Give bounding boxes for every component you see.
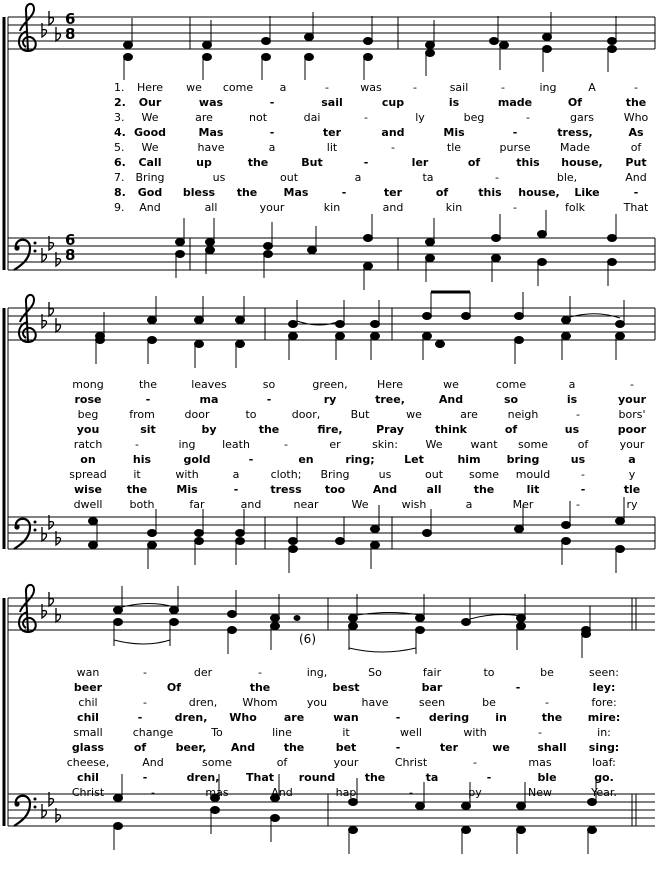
- lyric-syllable: beer,: [175, 741, 207, 754]
- lyric-syllable: New: [528, 786, 552, 799]
- lyric-syllable: ma: [199, 393, 219, 406]
- lyric-syllable: of: [577, 438, 589, 451]
- lyric-syllable: some: [518, 438, 548, 451]
- verse-number: 7.: [114, 171, 125, 184]
- lyric-syllable: -: [473, 756, 477, 769]
- lyric-syllable: a: [465, 498, 473, 511]
- lyric-syllable: That: [623, 201, 649, 214]
- lyric-syllable: Made: [560, 141, 590, 154]
- lyric-syllable: house,: [518, 186, 560, 199]
- lyric-syllable: your: [333, 756, 359, 769]
- lyric-syllable: shall: [537, 741, 567, 754]
- lyric-syllable: Of: [166, 681, 182, 694]
- lyric-syllable: ley:: [592, 681, 616, 694]
- lyric-syllable: dering: [428, 711, 470, 724]
- lyric-syllable: tle: [446, 141, 462, 154]
- lyric-syllable: in:: [597, 726, 611, 739]
- lyric-syllable: the: [625, 96, 647, 109]
- lyric-syllable: So: [368, 666, 382, 679]
- lyric-syllable: your: [618, 393, 646, 406]
- lyric-syllable: come: [495, 378, 527, 391]
- lyric-syllable: wan: [76, 666, 100, 679]
- lyric-syllable: leaves: [191, 378, 227, 391]
- lyric-syllable: are: [460, 408, 478, 421]
- lyric-syllable: a: [354, 171, 362, 184]
- lyric-syllable: ring;: [345, 453, 375, 466]
- lyric-syllable: ble,: [556, 171, 578, 184]
- lyric-syllable: -: [545, 696, 549, 709]
- lyric-syllable: Let: [404, 453, 424, 466]
- lyric-syllable: cloth;: [270, 468, 302, 481]
- lyric-syllable: out: [279, 171, 299, 184]
- lyric-syllable: That: [245, 771, 275, 784]
- lyric-syllable: ry: [626, 498, 638, 511]
- lyric-syllable: ing,: [306, 666, 328, 679]
- lyric-syllable: -: [143, 666, 147, 679]
- lyric-syllable: -: [576, 498, 580, 511]
- lyric-syllable: dren,: [186, 771, 220, 784]
- lyric-syllable: And: [142, 756, 164, 769]
- lyric-syllable: er: [329, 438, 341, 451]
- lyric-syllable: sit: [140, 423, 156, 436]
- time-signature-top: 6: [65, 10, 76, 28]
- lyric-syllable: gold: [183, 453, 211, 466]
- lyric-syllable: bless: [182, 186, 216, 199]
- lyric-syllable: -: [269, 96, 275, 109]
- lyric-syllable: to: [483, 666, 495, 679]
- lyric-syllable: -: [325, 81, 329, 94]
- lyric-syllable: -: [266, 393, 272, 406]
- lyric-syllable: the: [236, 186, 258, 199]
- lyric-syllable: up: [196, 156, 212, 169]
- lyric-syllable: mire:: [587, 711, 621, 724]
- lyric-syllable: with: [175, 468, 199, 481]
- lyric-syllable: To: [211, 726, 223, 739]
- lyric-syllable: -: [395, 711, 401, 724]
- verse-number: 6.: [114, 156, 126, 169]
- lyric-syllable: tree,: [375, 393, 405, 406]
- lyric-syllable: And: [271, 786, 293, 799]
- lyric-syllable: come: [222, 81, 254, 94]
- lyric-syllable: bring: [506, 453, 540, 466]
- lyric-syllable: us: [212, 171, 226, 184]
- lyric-syllable: bet: [335, 741, 357, 754]
- lyric-syllable: Mas: [283, 186, 309, 199]
- lyric-syllable: and: [381, 126, 405, 139]
- tuplet-label: (6): [299, 632, 316, 646]
- lyric-syllable: cheese,: [66, 756, 110, 769]
- lyric-syllable: -: [580, 483, 586, 496]
- lyric-syllable: -: [495, 171, 499, 184]
- lyric-syllable: lit: [526, 483, 540, 496]
- lyric-syllable: with: [463, 726, 487, 739]
- lyric-syllable: chil: [77, 711, 99, 724]
- lyric-syllable: leath: [222, 438, 250, 451]
- lyric-syllable: poor: [617, 423, 647, 436]
- lyric-syllable: -: [581, 468, 585, 481]
- lyric-syllable: a: [232, 468, 240, 481]
- lyric-syllable: ble: [537, 771, 557, 784]
- lyric-syllable: Mas: [198, 126, 224, 139]
- lyric-syllable: ter: [322, 126, 342, 139]
- lyric-syllable: Mis: [176, 483, 198, 496]
- lyric-syllable: are: [283, 711, 305, 724]
- lyric-syllable: skin:: [372, 438, 398, 451]
- lyric-syllable: -: [284, 438, 288, 451]
- lyric-syllable: tress: [270, 483, 302, 496]
- verse-number: 3.: [114, 111, 125, 124]
- lyric-syllable: chil: [77, 771, 99, 784]
- lyric-syllable: rose: [74, 393, 102, 406]
- lyric-syllable: have: [361, 696, 389, 709]
- lyric-syllable: gars: [570, 111, 594, 124]
- lyric-syllable: is: [448, 96, 460, 109]
- lyric-syllable: some: [202, 756, 232, 769]
- lyric-syllable: bors': [618, 408, 646, 421]
- lyric-syllable: your: [619, 438, 645, 451]
- lyric-syllable: A: [588, 81, 596, 94]
- lyric-syllable: -: [512, 126, 518, 139]
- lyric-syllable: mong: [72, 378, 104, 391]
- lyric-syllable: -: [576, 408, 580, 421]
- lyric-syllable: -: [143, 696, 147, 709]
- lyric-syllable: so: [262, 378, 276, 391]
- lyric-syllable: Of: [567, 96, 583, 109]
- lyric-syllable: out: [424, 468, 444, 481]
- lyric-syllable: ter: [383, 186, 403, 199]
- lyric-syllable: And: [625, 171, 647, 184]
- lyric-syllable: We: [141, 111, 159, 124]
- lyric-syllable: -: [269, 126, 275, 139]
- lyric-syllable: wise: [74, 483, 102, 496]
- lyric-syllable: the: [473, 483, 495, 496]
- lyric-syllable: on: [80, 453, 96, 466]
- lyric-syllable: want: [470, 438, 498, 451]
- lyric-syllable: of: [467, 156, 481, 169]
- verse-number: 9.: [114, 201, 125, 214]
- lyric-syllable: Call: [138, 156, 162, 169]
- verse-number: 4.: [114, 126, 126, 139]
- lyric-syllable: -: [364, 111, 368, 124]
- lyric-syllable: this: [516, 156, 540, 169]
- lyric-syllable: -: [258, 666, 262, 679]
- lyric-syllable: the: [364, 771, 386, 784]
- lyric-syllable: small: [73, 726, 103, 739]
- lyric-syllable: in: [495, 711, 507, 724]
- lyric-syllable: -: [513, 201, 517, 214]
- lyric-syllable: we: [406, 408, 422, 421]
- lyric-syllable: it: [342, 726, 350, 739]
- lyric-syllable: Like: [574, 186, 600, 199]
- lyric-syllable: dwell: [73, 498, 103, 511]
- lyric-syllable: sail: [321, 96, 343, 109]
- lyric-syllable: tress,: [557, 126, 593, 139]
- lyric-syllable: are: [195, 111, 213, 124]
- lyric-syllable: us: [564, 423, 580, 436]
- lyric-syllable: and: [382, 201, 404, 214]
- lyric-syllable: too: [324, 483, 346, 496]
- lyric-syllable: -: [248, 453, 254, 466]
- lyric-syllable: As: [628, 126, 644, 139]
- lyric-syllable: loaf:: [592, 756, 616, 769]
- lyric-syllable: -: [486, 771, 492, 784]
- lyric-syllable: bar: [421, 681, 443, 694]
- lyric-syllable: dren,: [188, 696, 218, 709]
- lyric-syllable: Christ: [71, 786, 105, 799]
- lyric-syllable: a: [268, 141, 276, 154]
- lyric-syllable: well: [400, 726, 422, 739]
- verse-number: 2.: [114, 96, 126, 109]
- lyric-syllable: was: [360, 81, 382, 94]
- lyric-syllable: all: [204, 201, 218, 214]
- lyric-syllable: all: [426, 483, 442, 496]
- lyric-syllable: py: [468, 786, 482, 799]
- lyric-syllable: -: [151, 786, 155, 799]
- lyric-syllable: en: [298, 453, 314, 466]
- lyric-syllable: And: [230, 741, 256, 754]
- lyric-syllable: -: [363, 156, 369, 169]
- lyric-syllable: We: [351, 498, 369, 511]
- lyric-syllable: by: [201, 423, 217, 436]
- lyric-syllable: have: [197, 141, 225, 154]
- lyric-syllable: ly: [415, 111, 425, 124]
- lyric-syllable: change: [132, 726, 174, 739]
- lyric-syllable: fair: [422, 666, 442, 679]
- lyric-syllable: wish: [401, 498, 427, 511]
- lyric-syllable: and: [240, 498, 262, 511]
- lyric-syllable: from: [129, 408, 155, 421]
- lyric-syllable: of: [504, 423, 518, 436]
- lyric-syllable: tle: [623, 483, 641, 496]
- lyric-syllable: of: [630, 141, 642, 154]
- lyric-syllable: we: [492, 741, 510, 754]
- lyric-syllable: round: [298, 771, 336, 784]
- lyric-syllable: we: [186, 81, 202, 94]
- verse-number: 1.: [114, 81, 125, 94]
- lyric-syllable: of: [133, 741, 147, 754]
- lyric-syllable: We: [425, 438, 443, 451]
- lyric-syllable: to: [245, 408, 257, 421]
- lyric-syllable: glass: [71, 741, 105, 754]
- lyric-syllable: -: [634, 81, 638, 94]
- lyric-syllable: we: [443, 378, 459, 391]
- lyric-syllable: mas: [205, 786, 229, 799]
- lyric-syllable: best: [332, 681, 360, 694]
- lyric-syllable: Who: [229, 711, 257, 724]
- lyric-syllable: -: [633, 186, 639, 199]
- lyric-syllable: But: [350, 408, 370, 421]
- lyric-syllable: so: [503, 393, 519, 406]
- lyric-syllable: Mer: [512, 498, 534, 511]
- lyric-syllable: beer: [73, 681, 103, 694]
- lyric-syllable: -: [501, 81, 505, 94]
- lyric-syllable: you: [306, 696, 328, 709]
- lyric-syllable: mould: [515, 468, 551, 481]
- lyric-syllable: door,: [291, 408, 321, 421]
- lyric-syllable: -: [515, 681, 521, 694]
- lyric-syllable: Good: [133, 126, 167, 139]
- lyric-syllable: -: [526, 111, 530, 124]
- lyric-syllable: der: [193, 666, 213, 679]
- lyric-syllable: your: [259, 201, 285, 214]
- lyric-syllable: cup: [381, 96, 405, 109]
- lyric-syllable: ry: [323, 393, 337, 406]
- lyric-syllable: -: [341, 186, 347, 199]
- lyric-syllable: Whom: [242, 696, 278, 709]
- lyric-syllable: ter: [439, 741, 459, 754]
- lyric-syllable: Bring: [135, 171, 165, 184]
- lyric-syllable: Here: [136, 81, 164, 94]
- lyric-syllable: neigh: [507, 408, 539, 421]
- lyric-syllable: chil: [78, 696, 98, 709]
- lyric-syllable: beg: [77, 408, 99, 421]
- lyric-syllable: you: [76, 423, 100, 436]
- lyric-syllable: ing: [539, 81, 557, 94]
- bass-time-signature-top: 6: [65, 231, 76, 249]
- lyric-syllable: us: [378, 468, 392, 481]
- lyric-syllable: seen: [418, 696, 446, 709]
- lyric-syllable: But: [301, 156, 323, 169]
- lyric-syllable: of: [276, 756, 288, 769]
- lyric-syllable: the: [249, 681, 271, 694]
- lyric-syllable: fore:: [591, 696, 617, 709]
- lyric-syllable: a: [628, 453, 636, 466]
- lyric-syllable: -: [137, 711, 143, 724]
- lyric-syllable: Mis: [443, 126, 465, 139]
- lyric-syllable: a: [279, 81, 287, 94]
- lyric-syllable: was: [198, 96, 224, 109]
- lyric-syllable: made: [497, 96, 533, 109]
- lyric-syllable: Who: [623, 111, 649, 124]
- lyric-syllable: door: [184, 408, 210, 421]
- lyric-syllable: ta: [425, 771, 439, 784]
- lyric-syllable: think: [434, 423, 468, 436]
- lyric-syllable: We: [141, 141, 159, 154]
- lyric-syllable: -: [233, 483, 239, 496]
- lyric-syllable: far: [189, 498, 205, 511]
- lyric-syllable: line: [272, 726, 292, 739]
- lyric-syllable: -: [142, 771, 148, 784]
- lyric-syllable: folk: [564, 201, 586, 214]
- lyric-syllable: house,: [561, 156, 603, 169]
- lyric-syllable: the: [126, 483, 148, 496]
- lyric-syllable: be: [540, 666, 554, 679]
- lyric-syllable: God: [137, 186, 163, 199]
- lyric-syllable: some: [469, 468, 499, 481]
- lyric-syllable: y: [628, 468, 636, 481]
- lyric-syllable: -: [391, 141, 395, 154]
- lyric-syllable: -: [145, 393, 151, 406]
- lyric-syllable: his: [132, 453, 152, 466]
- lyric-syllable: mas: [528, 756, 552, 769]
- lyric-syllable: him: [457, 453, 481, 466]
- lyric-syllable: purse: [499, 141, 531, 154]
- lyric-syllable: the: [138, 378, 158, 391]
- lyric-syllable: dai: [303, 111, 321, 124]
- bass-time-signature-bottom: 8: [65, 246, 76, 264]
- time-signature-bottom: 8: [65, 25, 76, 43]
- lyric-syllable: And: [139, 201, 161, 214]
- lyric-syllable: the: [283, 741, 305, 754]
- lyric-syllable: Our: [138, 96, 162, 109]
- lyric-syllable: kin: [323, 201, 341, 214]
- lyric-syllable: the: [258, 423, 280, 436]
- lyric-syllable: be: [482, 696, 496, 709]
- lyric-syllable: Year.: [591, 786, 617, 799]
- lyric-syllable: this: [478, 186, 502, 199]
- lyric-syllable: -: [135, 438, 139, 451]
- lyric-syllable: beg: [463, 111, 485, 124]
- lyric-syllable: sail: [449, 81, 469, 94]
- lyric-syllable: Here: [376, 378, 404, 391]
- lyric-syllable: dren,: [174, 711, 208, 724]
- lyric-syllable: Bring: [320, 468, 350, 481]
- lyric-syllable: a: [568, 378, 576, 391]
- lyric-syllable: And: [438, 393, 464, 406]
- lyric-syllable: ratch: [73, 438, 103, 451]
- lyric-syllable: Christ: [394, 756, 428, 769]
- lyric-syllable: it: [133, 468, 141, 481]
- verse-number: 8.: [114, 186, 126, 199]
- lyric-syllable: ing: [178, 438, 196, 451]
- lyric-syllable: And: [372, 483, 398, 496]
- lyric-syllable: Pray: [376, 423, 404, 436]
- lyric-syllable: both: [129, 498, 155, 511]
- lyric-syllable: not: [248, 111, 268, 124]
- lyric-syllable: spread: [69, 468, 107, 481]
- lyric-syllable: us: [570, 453, 586, 466]
- lyric-syllable: of: [435, 186, 449, 199]
- lyric-syllable: go.: [594, 771, 614, 784]
- lyric-syllable: -: [538, 726, 542, 739]
- lyric-syllable: -: [409, 786, 413, 799]
- lyric-syllable: fire,: [317, 423, 343, 436]
- lyric-syllable: sing:: [588, 741, 620, 754]
- lyric-syllable: ta: [422, 171, 434, 184]
- lyric-syllable: the: [247, 156, 269, 169]
- lyric-syllable: kin: [445, 201, 463, 214]
- lyric-syllable: -: [413, 81, 417, 94]
- verse-number: 5.: [114, 141, 125, 154]
- lyric-syllable: wan: [333, 711, 359, 724]
- lyric-syllable: lit: [326, 141, 338, 154]
- lyric-syllable: the: [541, 711, 563, 724]
- lyric-syllable: -: [395, 741, 401, 754]
- lyric-syllable: -: [630, 378, 634, 391]
- lyric-syllable: hap: [335, 786, 357, 799]
- lyric-syllable: green,: [312, 378, 348, 391]
- lyric-syllable: ler: [411, 156, 429, 169]
- lyric-syllable: seen:: [589, 666, 619, 679]
- lyric-syllable: is: [566, 393, 578, 406]
- lyric-syllable: Put: [625, 156, 647, 169]
- lyric-syllable: near: [293, 498, 319, 511]
